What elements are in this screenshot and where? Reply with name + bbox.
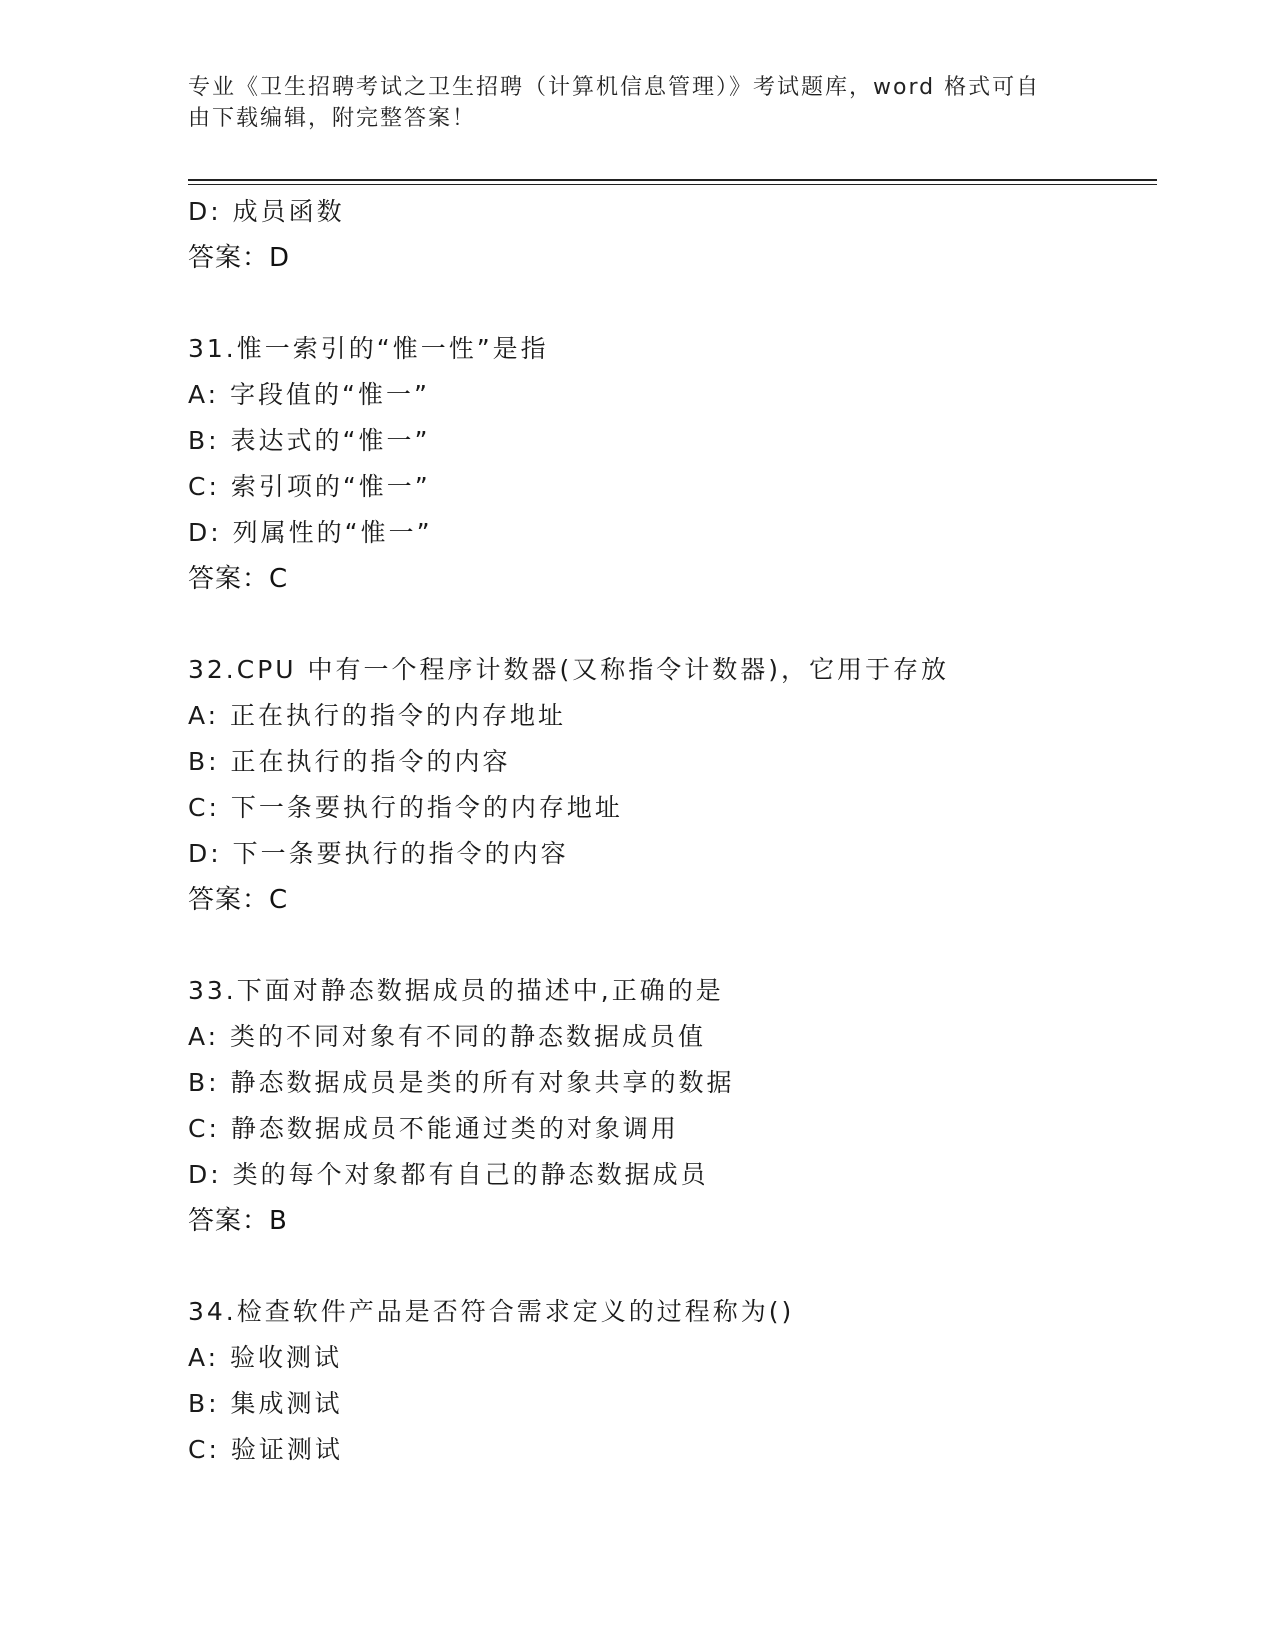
option-c: C: 下一条要执行的指令的内存地址 — [188, 793, 623, 822]
option-d: D: 下一条要执行的指令的内容 — [188, 839, 569, 868]
option-a: A: 正在执行的指令的内存地址 — [188, 701, 567, 730]
option-b: B: 表达式的“惟一” — [188, 426, 431, 455]
question-31 — [188, 326, 1148, 602]
option-d: D: 成员函数 — [188, 197, 345, 226]
spacer — [188, 602, 1148, 647]
header-line-2: 由下载编辑，附完整答案！ — [188, 106, 477, 131]
answer-line: 答案：C — [188, 885, 289, 915]
question-33 — [188, 968, 1148, 1244]
header-divider-thick — [188, 179, 1157, 181]
option-c: C: 验证测试 — [188, 1435, 343, 1464]
question-34 — [188, 1289, 1148, 1473]
question-list — [188, 189, 1148, 1473]
option-a: A: 验收测试 — [188, 1343, 343, 1372]
answer-line: 答案：C — [188, 564, 289, 594]
option-c: C: 静态数据成员不能通过类的对象调用 — [188, 1114, 679, 1143]
question-stem: 32.CPU 中有一个程序计数器(又称指令计数器)，它用于存放 — [188, 655, 950, 684]
question-32 — [188, 647, 1148, 923]
option-d: D: 列属性的“惟一” — [188, 518, 433, 547]
spacer — [188, 923, 1148, 968]
option-b: B: 集成测试 — [188, 1389, 343, 1418]
option-a: A: 字段值的“惟一” — [188, 380, 430, 409]
document-header — [188, 72, 1088, 134]
option-b: B: 静态数据成员是类的所有对象共享的数据 — [188, 1068, 735, 1097]
question-stem: 31.惟一索引的“惟一性”是指 — [188, 334, 549, 363]
spacer — [188, 281, 1148, 326]
header-divider-thin — [188, 184, 1157, 185]
question-stem: 33.下面对静态数据成员的描述中,正确的是 — [188, 976, 724, 1005]
option-b: B: 正在执行的指令的内容 — [188, 747, 511, 776]
option-d: D: 类的每个对象都有自己的静态数据成员 — [188, 1160, 709, 1189]
answer-line: 答案：B — [188, 1206, 288, 1236]
spacer — [188, 1244, 1148, 1289]
previous-question-tail — [188, 189, 1148, 281]
question-stem: 34.检查软件产品是否符合需求定义的过程称为() — [188, 1297, 795, 1326]
header-line-1: 专业《卫生招聘考试之卫生招聘（计算机信息管理）》考试题库，word 格式可自 — [188, 75, 1041, 100]
option-a: A: 类的不同对象有不同的静态数据成员值 — [188, 1022, 707, 1051]
answer-line: 答案：D — [188, 243, 291, 273]
option-c: C: 索引项的“惟一” — [188, 472, 431, 501]
